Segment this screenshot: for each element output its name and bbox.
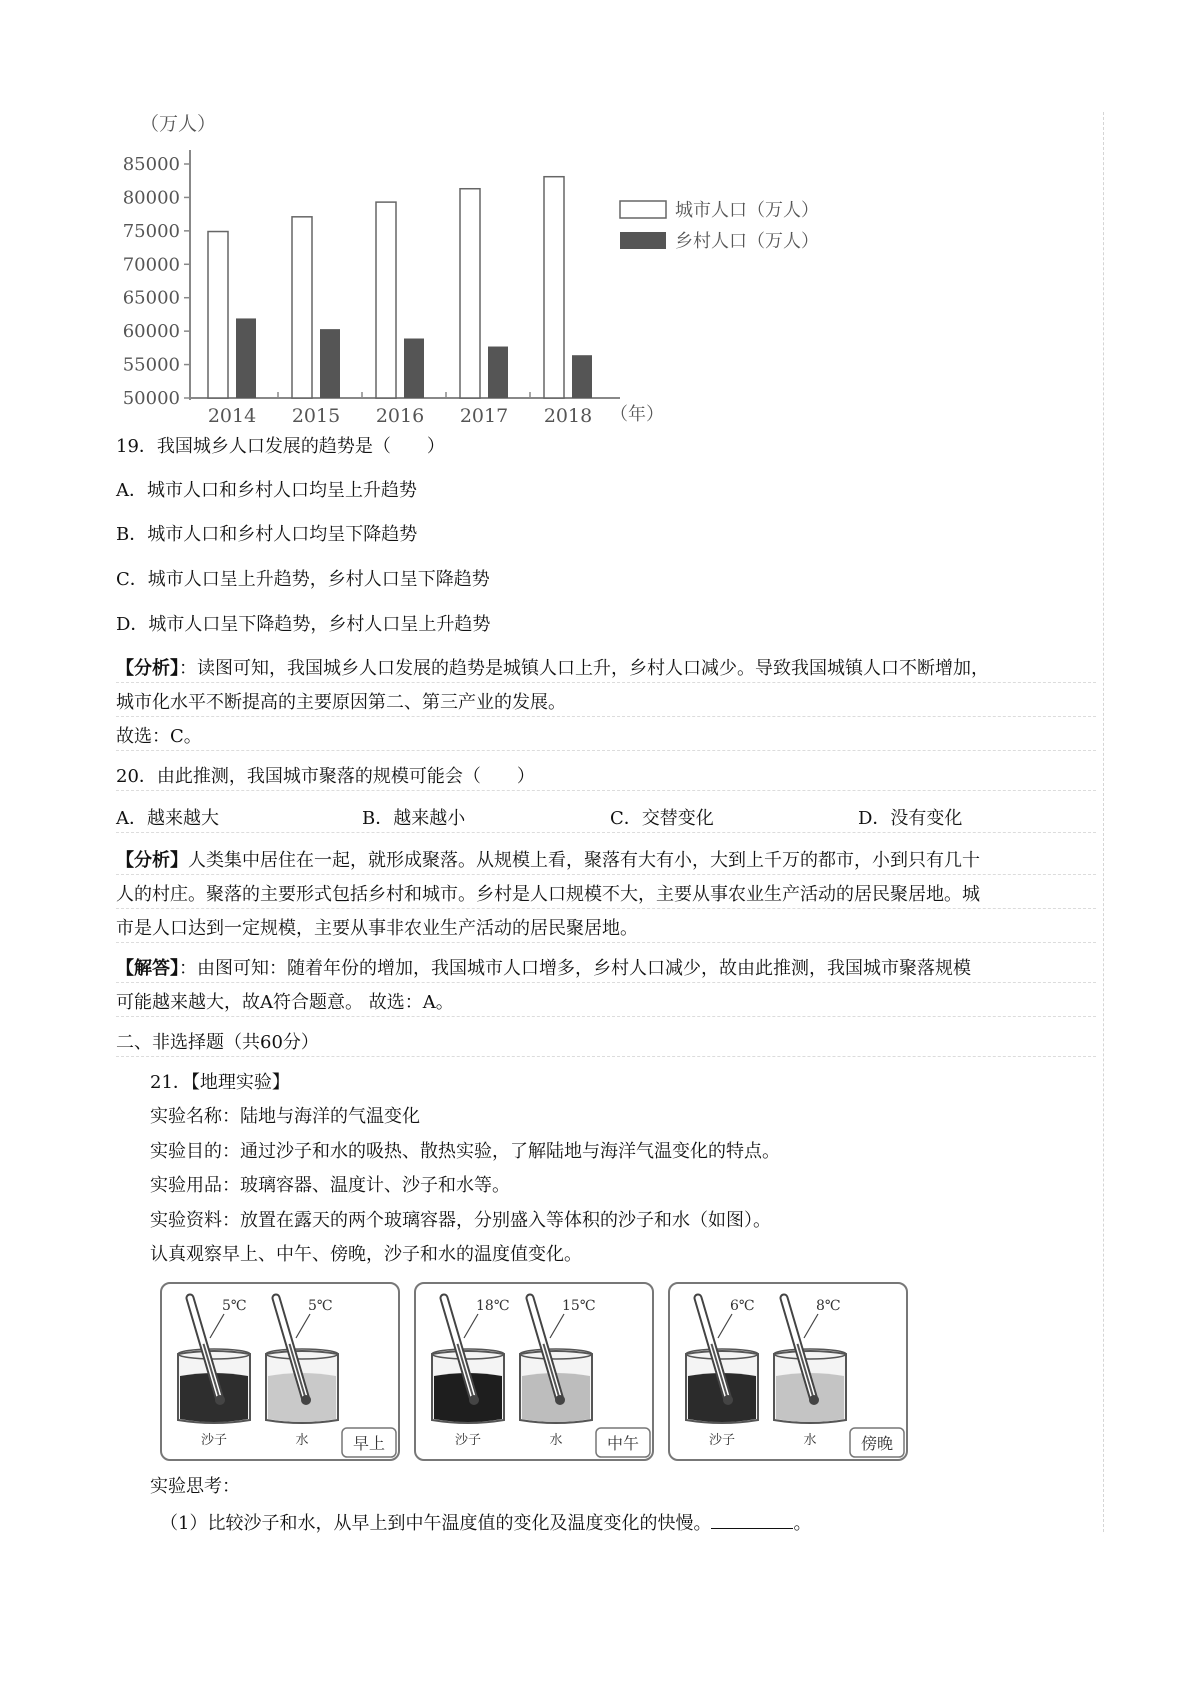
pointer-line (296, 1314, 310, 1338)
q21-title: 21．【地理实验】 (150, 1072, 290, 1093)
legend (620, 200, 819, 252)
q19-option-c[interactable]: C．城市人口呈上升趋势，乡村人口呈下降趋势 (116, 569, 490, 590)
q20-analysis-line-3: 市是人口达到一定规模，主要从事非农业生产活动的居民聚居地。 (116, 916, 1096, 943)
analysis-text: 人类集中居住在一起，就形成聚落。从规模上看，聚落有大有小，大到上千万的都市，小到只有几十 (188, 850, 980, 871)
sand-temp: 18℃ (476, 1298, 510, 1314)
water-label: 水 (549, 1433, 563, 1448)
q21-purpose: 实验目的：通过沙子和水的吸热、散热实验，了解陆地与海洋气温变化的特点。 (150, 1141, 780, 1162)
analysis-text: ：读图可知，我国城乡人口发展的趋势是城镇人口上升，乡村人口减少。导致我国城镇人口不断增加， (179, 658, 989, 679)
solution-text: ：由图可知：随着年份的增加，我国城市人口增多，乡村人口减少，故由此推测，我国城市聚落规模 (179, 958, 971, 979)
sand-temp: 5℃ (222, 1298, 247, 1314)
q19-answer: 故选：C。 (116, 724, 1096, 751)
experiment-figure (160, 1282, 905, 1457)
pointer-line (550, 1314, 564, 1338)
experiment-panel-3 (668, 1282, 908, 1461)
solution-tag: 【解答】 (116, 958, 179, 979)
bar-rural-2015 (320, 329, 340, 398)
water-temp: 15℃ (562, 1298, 596, 1314)
y-tick-label: 75000 (122, 220, 180, 242)
legend-label-urban: 城市人口（万人） (675, 200, 819, 221)
bars (208, 177, 592, 398)
legend-label-rural: 乡村人口（万人） (675, 231, 819, 252)
experiment-drawing (670, 1284, 906, 1459)
sand-label: 沙子 (708, 1433, 736, 1448)
q19-option-d[interactable]: D．城市人口呈下降趋势，乡村人口呈上升趋势 (116, 614, 491, 635)
time-tag: 傍晚 (860, 1434, 894, 1453)
experiment-panel-2 (414, 1282, 654, 1461)
pointer-line (804, 1314, 818, 1338)
water-temp: 5℃ (308, 1298, 333, 1314)
experiment-drawing (416, 1284, 652, 1459)
section-2-title: 二、非选择题（共60分） (116, 1030, 1096, 1057)
answer-blank[interactable] (711, 1510, 793, 1529)
q20-option-b[interactable]: B．越来越小 (362, 808, 466, 829)
population-bar-chart (100, 108, 930, 426)
bar-urban-2018 (544, 177, 564, 398)
sand-label: 沙子 (454, 1433, 482, 1448)
margin-dashed-line (1103, 112, 1104, 1532)
water-label: 水 (295, 1433, 309, 1448)
q20-solution-line-2: 可能越来越大，故A符合题意。 故选：A。 (116, 990, 1096, 1017)
y-tick-label: 85000 (122, 154, 180, 175)
x-tick-label: 2017 (459, 405, 509, 426)
x-axis-unit: （年） (610, 404, 664, 425)
bar-rural-2014 (236, 318, 256, 398)
bar-urban-2015 (292, 217, 312, 398)
y-tick-label: 70000 (122, 254, 180, 276)
water-label: 水 (803, 1433, 817, 1448)
q20-solution-line-1 (116, 956, 1096, 983)
y-tick-label: 80000 (122, 187, 180, 209)
sand-label: 沙子 (200, 1433, 228, 1448)
analysis-tag: 【分析】 (116, 850, 188, 871)
q20-stem: 20．由此推测，我国城市聚落的规模可能会（ ） (116, 764, 1096, 791)
y-tick-label: 65000 (122, 287, 180, 309)
legend-swatch-rural (620, 232, 666, 249)
bar-urban-2016 (376, 202, 396, 398)
legend-swatch-urban (620, 201, 666, 218)
q21-thinking: 实验思考： (150, 1476, 240, 1497)
q19-option-a[interactable]: A．城市人口和乡村人口均呈上升趋势 (116, 480, 417, 501)
q20-analysis-line-1 (116, 848, 1096, 875)
pointer-line (718, 1314, 732, 1338)
q19-analysis-line-1 (116, 656, 1096, 683)
sand-temp: 6℃ (730, 1298, 755, 1314)
q21-data: 实验资料：放置在露天的两个玻璃容器，分别盛入等体积的沙子和水（如图）。 (150, 1210, 771, 1231)
q20-analysis-line-2: 人的村庄。聚落的主要形式包括乡村和城市。乡村是人口规模不大，主要从事农业生产活动的居民聚居地。城 (116, 882, 1096, 909)
q20-option-c[interactable]: C．交替变化 (610, 808, 714, 829)
bar-rural-2018 (572, 355, 592, 398)
pointer-line (464, 1314, 478, 1338)
analysis-tag: 【分析】 (116, 658, 179, 679)
y-tick-label: 50000 (122, 388, 180, 409)
time-tag: 中午 (606, 1434, 640, 1453)
q20-option-a[interactable]: A．越来越大 (116, 808, 219, 829)
experiment-panel-1 (160, 1282, 400, 1461)
q19-stem: 19．我国城乡人口发展的趋势是（ ） (116, 436, 445, 457)
bar-urban-2017 (460, 189, 480, 398)
bar-rural-2017 (488, 347, 508, 398)
q21-sub1 (160, 1510, 1140, 1537)
sub1-text: （1）比较沙子和水，从早上到中午温度值的变化及温度变化的快慢。 (160, 1513, 712, 1534)
q19-option-b[interactable]: B．城市人口和乡村人口均呈下降趋势 (116, 524, 418, 545)
time-tag: 早上 (352, 1434, 386, 1453)
q20-option-d[interactable]: D．没有变化 (858, 808, 963, 829)
q21-name: 实验名称：陆地与海洋的气温变化 (150, 1106, 420, 1127)
sub1-end: 。 (793, 1513, 812, 1534)
pointer-line (210, 1314, 224, 1338)
q19-analysis-line-2: 城市化水平不断提高的主要原因第二、第三产业的发展。 (116, 690, 1096, 717)
x-tick-label: 2015 (291, 405, 341, 426)
bar-rural-2016 (404, 338, 424, 398)
bar-urban-2014 (208, 232, 228, 398)
q20-options (116, 806, 1096, 833)
q21-observe: 认真观察早上、中午、傍晚，沙子和水的温度值变化。 (150, 1244, 582, 1265)
y-tick-label: 60000 (122, 321, 180, 343)
water-temp: 8℃ (816, 1298, 841, 1314)
q21-materials: 实验用品：玻璃容器、温度计、沙子和水等。 (150, 1175, 510, 1196)
x-tick-label: 2018 (543, 405, 593, 426)
x-tick-label: 2016 (375, 405, 425, 426)
y-tick-label: 55000 (122, 354, 180, 376)
x-tick-label: 2014 (207, 405, 257, 426)
chart-unit-label: （万人） (140, 113, 217, 135)
experiment-drawing (162, 1284, 398, 1459)
